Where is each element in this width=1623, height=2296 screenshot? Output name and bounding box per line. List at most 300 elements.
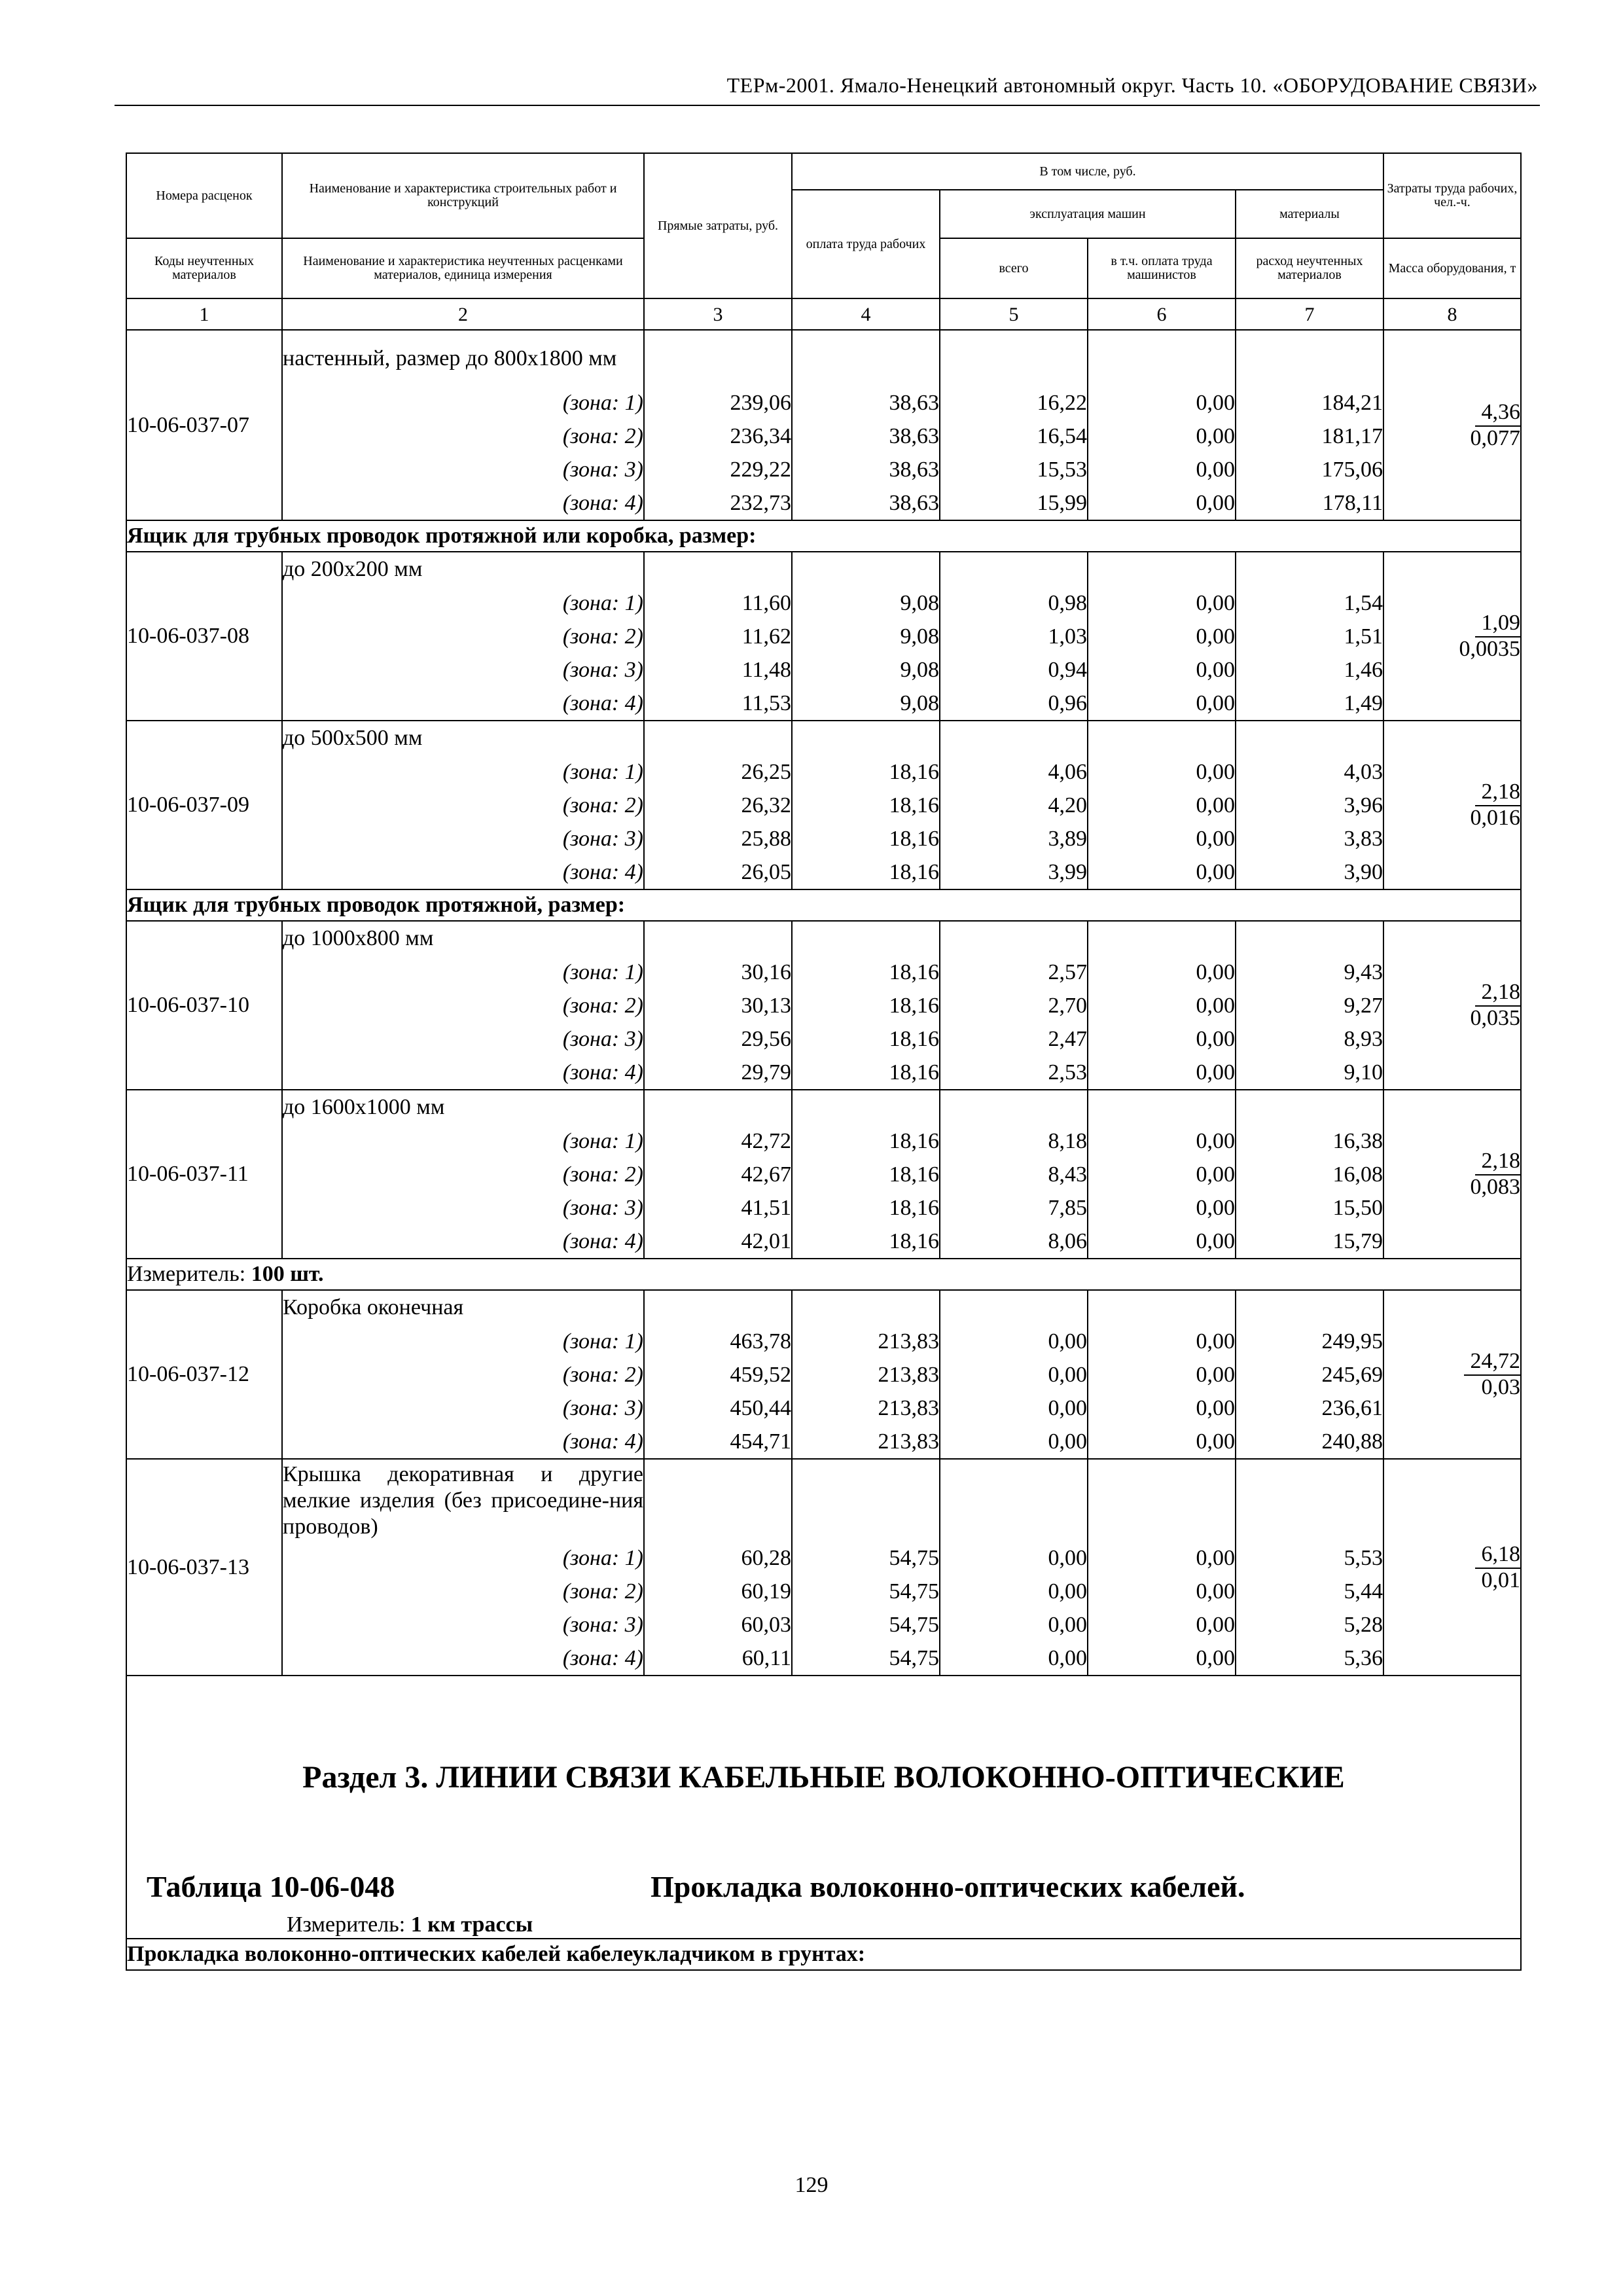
zone-value: 459,52	[644, 1358, 792, 1391]
empty-cell	[1088, 921, 1236, 956]
zone-value: 18,16	[792, 1056, 940, 1090]
zone-value: 0,00	[940, 1575, 1088, 1608]
table-header	[126, 153, 1521, 330]
empty-cell	[1236, 1090, 1383, 1124]
empty-cell	[792, 330, 940, 386]
col-header-codes: Номера расценок	[126, 153, 282, 238]
zone-value: 16,22	[940, 386, 1088, 420]
zone-row	[126, 1056, 1521, 1090]
zone-value: 213,83	[792, 1425, 940, 1459]
zone-value: 11,60	[644, 586, 792, 620]
zone-value: 0,00	[1088, 989, 1236, 1022]
table-label: Таблица 10-06-048	[147, 1870, 395, 1903]
zone-value: 2,57	[940, 956, 1088, 989]
zone-label: (зона: 1)	[282, 586, 644, 620]
empty-cell	[644, 1090, 792, 1124]
equipment-mass-value: 0,01	[1481, 1568, 1520, 1592]
measure-value: 100 шт.	[251, 1262, 324, 1286]
zone-value: 0,00	[1088, 956, 1236, 989]
zone-value: 7,85	[940, 1191, 1088, 1225]
col-header-group: В том числе, руб.	[792, 153, 1383, 190]
col-number: 7	[1236, 298, 1383, 330]
zone-label: (зона: 3)	[282, 1608, 644, 1641]
col-number: 6	[1088, 298, 1236, 330]
rate-code: 10-06-037-11	[126, 1090, 282, 1259]
zone-value: 9,27	[1236, 989, 1383, 1022]
zone-row	[126, 1022, 1521, 1056]
zone-value: 0,98	[940, 586, 1088, 620]
col-number: 1	[126, 298, 282, 330]
empty-cell	[940, 1090, 1088, 1124]
zone-value: 11,48	[644, 653, 792, 687]
zone-value: 9,08	[792, 653, 940, 687]
equipment-mass-value: 0,0035	[1459, 637, 1520, 661]
zone-value: 8,06	[940, 1225, 1088, 1259]
zone-row	[126, 822, 1521, 855]
zone-value: 60,28	[644, 1541, 792, 1575]
mass-cell	[1383, 1090, 1521, 1259]
zone-value: 2,53	[940, 1056, 1088, 1090]
zone-row	[126, 620, 1521, 653]
zone-label: (зона: 3)	[282, 453, 644, 486]
labor-cost-value: 1,09	[1475, 611, 1521, 637]
zone-value: 60,19	[644, 1575, 792, 1608]
zone-row	[126, 653, 1521, 687]
rate-row	[126, 1290, 1521, 1325]
zone-value: 0,00	[1088, 1541, 1236, 1575]
col-header-material-names: Наименование и характеристика неучтенных расценками материалов, единица измерения	[282, 238, 644, 298]
zone-value: 16,54	[940, 420, 1088, 453]
zone-value: 15,79	[1236, 1225, 1383, 1259]
zone-value: 213,83	[792, 1325, 940, 1358]
section-title: Раздел 3. ЛИНИИ СВЯЗИ КАБЕЛЬНЫЕ ВОЛОКОННО-ОПТИЧЕСКИЕ	[302, 1760, 1345, 1795]
zone-row	[126, 789, 1521, 822]
zone-row	[126, 989, 1521, 1022]
zone-row	[126, 1225, 1521, 1259]
mass-cell	[1383, 1459, 1521, 1676]
zone-value: 15,50	[1236, 1191, 1383, 1225]
zone-value: 29,79	[644, 1056, 792, 1090]
group-heading-row	[126, 520, 1521, 552]
zone-value: 54,75	[792, 1575, 940, 1608]
empty-cell	[940, 330, 1088, 386]
header-rule	[115, 105, 1540, 106]
zone-value: 38,63	[792, 420, 940, 453]
zone-value: 1,46	[1236, 653, 1383, 687]
zone-label: (зона: 4)	[282, 855, 644, 889]
zone-label: (зона: 1)	[282, 755, 644, 789]
labor-cost-value: 2,18	[1475, 1149, 1521, 1175]
equipment-mass-value: 0,016	[1470, 806, 1520, 830]
col-number: 2	[282, 298, 644, 330]
empty-cell	[1236, 721, 1383, 755]
zone-value: 0,00	[1088, 386, 1236, 420]
running-header: ТЕРм-2001. Ямало-Ненецкий автономный округ. Часть 10. «ОБОРУДОВАНИЕ СВЯЗИ»	[726, 73, 1538, 97]
empty-cell	[792, 1090, 940, 1124]
mass-cell	[1383, 330, 1521, 520]
zone-value: 1,03	[940, 620, 1088, 653]
group-heading: Ящик для трубных проводок протяжной или коробка, размер:	[126, 520, 1521, 552]
zone-value: 0,00	[940, 1358, 1088, 1391]
empty-cell	[1236, 1459, 1383, 1541]
zone-value: 0,00	[1088, 1391, 1236, 1425]
rate-row	[126, 552, 1521, 586]
zone-label: (зона: 3)	[282, 1022, 644, 1056]
col-header-materials: материалы	[1236, 190, 1383, 238]
empty-cell	[940, 921, 1088, 956]
zone-value: 18,16	[792, 855, 940, 889]
rate-code: 10-06-037-12	[126, 1290, 282, 1459]
zone-value: 9,43	[1236, 956, 1383, 989]
col-header-works: Наименование и характеристика строительных работ и конструкций	[282, 153, 644, 238]
labor-cost-value: 4,36	[1475, 401, 1521, 427]
empty-cell	[1088, 1090, 1236, 1124]
zone-value: 30,13	[644, 989, 792, 1022]
zone-value: 4,20	[940, 789, 1088, 822]
col-header-machines-total: всего	[940, 238, 1088, 298]
zone-label: (зона: 2)	[282, 620, 644, 653]
zone-value: 0,00	[1088, 789, 1236, 822]
zone-row	[126, 1358, 1521, 1391]
zone-value: 38,63	[792, 453, 940, 486]
empty-cell	[940, 552, 1088, 586]
empty-cell	[792, 1459, 940, 1541]
zone-label: (зона: 2)	[282, 1358, 644, 1391]
zone-value: 0,00	[1088, 1641, 1236, 1676]
group-heading-row	[126, 1939, 1521, 1970]
group-heading: Прокладка волоконно-оптических кабелей кабелеукладчиком в грунтах:	[126, 1939, 1521, 1970]
zone-value: 26,25	[644, 755, 792, 789]
zone-value: 25,88	[644, 822, 792, 855]
zone-value: 8,43	[940, 1158, 1088, 1191]
rate-code: 10-06-037-09	[126, 721, 282, 889]
zone-value: 41,51	[644, 1191, 792, 1225]
zone-value: 2,47	[940, 1022, 1088, 1056]
zone-value: 1,51	[1236, 620, 1383, 653]
empty-cell	[940, 1459, 1088, 1541]
zone-value: 26,32	[644, 789, 792, 822]
zone-value: 42,67	[644, 1158, 792, 1191]
mass-cell	[1383, 1290, 1521, 1459]
table-title: Прокладка волоконно-оптических кабелей.	[651, 1870, 1245, 1903]
section-block	[126, 1676, 1521, 1939]
col-header-direct-costs: Прямые затраты, руб.	[644, 153, 792, 298]
zone-value: 1,54	[1236, 586, 1383, 620]
rate-name: настенный, размер до 800х1800 мм	[282, 330, 644, 386]
section-measure-label: Измеритель:	[287, 1912, 411, 1937]
zone-value: 38,63	[792, 486, 940, 520]
zone-row	[126, 1391, 1521, 1425]
zone-value: 8,93	[1236, 1022, 1383, 1056]
zone-value: 18,16	[792, 1225, 940, 1259]
zone-value: 181,17	[1236, 420, 1383, 453]
col-number: 3	[644, 298, 792, 330]
zone-value: 450,44	[644, 1391, 792, 1425]
col-header-machinist-wages: в т.ч. оплата труда машинистов	[1088, 238, 1236, 298]
zone-label: (зона: 2)	[282, 989, 644, 1022]
group-heading-row	[126, 889, 1521, 921]
zone-label: (зона: 1)	[282, 1325, 644, 1358]
zone-label: (зона: 2)	[282, 789, 644, 822]
zone-label: (зона: 1)	[282, 386, 644, 420]
zone-value: 0,00	[1088, 453, 1236, 486]
zone-row	[126, 1191, 1521, 1225]
rate-code: 10-06-037-10	[126, 921, 282, 1090]
col-number: 4	[792, 298, 940, 330]
section-row	[126, 1676, 1521, 1939]
zone-value: 42,01	[644, 1225, 792, 1259]
zone-row	[126, 755, 1521, 789]
zone-value: 5,44	[1236, 1575, 1383, 1608]
zone-value: 4,06	[940, 755, 1088, 789]
col-header-labor: Затраты труда рабочих, чел.-ч.	[1383, 153, 1521, 238]
zone-label: (зона: 4)	[282, 1425, 644, 1459]
measure-row	[126, 1259, 1521, 1290]
zone-value: 18,16	[792, 1022, 940, 1056]
zone-value: 9,08	[792, 586, 940, 620]
zone-value: 42,72	[644, 1124, 792, 1158]
section-measure	[287, 1912, 533, 1938]
zone-label: (зона: 4)	[282, 486, 644, 520]
empty-cell	[792, 1290, 940, 1325]
empty-cell	[940, 1290, 1088, 1325]
zone-value: 4,03	[1236, 755, 1383, 789]
zone-value: 11,62	[644, 620, 792, 653]
zone-value: 60,03	[644, 1608, 792, 1641]
zone-value: 213,83	[792, 1391, 940, 1425]
col-header-material-codes: Коды неучтенных материалов	[126, 238, 282, 298]
zone-value: 0,00	[1088, 1022, 1236, 1056]
empty-cell	[644, 552, 792, 586]
rate-name: до 500х500 мм	[282, 721, 644, 755]
empty-cell	[1088, 1459, 1236, 1541]
rate-code: 10-06-037-07	[126, 330, 282, 520]
empty-cell	[644, 1459, 792, 1541]
zone-value: 0,00	[1088, 1158, 1236, 1191]
col-header-materials-consumption: расход неучтенных материалов	[1236, 238, 1383, 298]
zone-value: 0,00	[1088, 1325, 1236, 1358]
empty-cell	[644, 1290, 792, 1325]
zone-row	[126, 420, 1521, 453]
col-header-machines: эксплуатация машин	[940, 190, 1236, 238]
rate-row	[126, 1459, 1521, 1541]
zone-value: 18,16	[792, 1191, 940, 1225]
empty-cell	[1088, 552, 1236, 586]
zone-row	[126, 586, 1521, 620]
zone-label: (зона: 4)	[282, 1056, 644, 1090]
zone-value: 0,00	[1088, 1358, 1236, 1391]
zone-value: 245,69	[1236, 1358, 1383, 1391]
zone-row	[126, 453, 1521, 486]
zone-value: 15,99	[940, 486, 1088, 520]
empty-cell	[940, 721, 1088, 755]
zone-value: 5,53	[1236, 1541, 1383, 1575]
zone-value: 54,75	[792, 1541, 940, 1575]
zone-value: 30,16	[644, 956, 792, 989]
zone-value: 3,89	[940, 822, 1088, 855]
labor-cost-value: 24,72	[1464, 1350, 1521, 1376]
zone-value: 11,53	[644, 687, 792, 721]
zone-value: 0,00	[1088, 687, 1236, 721]
zone-value: 0,96	[940, 687, 1088, 721]
zone-value: 240,88	[1236, 1425, 1383, 1459]
zone-label: (зона: 2)	[282, 420, 644, 453]
equipment-mass-value: 0,077	[1470, 425, 1520, 450]
col-number: 5	[940, 298, 1088, 330]
zone-label: (зона: 4)	[282, 1225, 644, 1259]
rate-code: 10-06-037-13	[126, 1459, 282, 1676]
measure-label: Измеритель:	[127, 1262, 251, 1286]
zone-value: 18,16	[792, 1158, 940, 1191]
zone-value: 16,38	[1236, 1124, 1383, 1158]
rate-code: 10-06-037-08	[126, 552, 282, 721]
zone-value: 0,00	[940, 1608, 1088, 1641]
zone-value: 0,00	[940, 1391, 1088, 1425]
zone-label: (зона: 2)	[282, 1158, 644, 1191]
mass-cell	[1383, 921, 1521, 1090]
zone-value: 175,06	[1236, 453, 1383, 486]
zone-value: 18,16	[792, 989, 940, 1022]
zone-value: 0,00	[940, 1325, 1088, 1358]
zone-value: 0,00	[1088, 1124, 1236, 1158]
zone-value: 60,11	[644, 1641, 792, 1676]
empty-cell	[1236, 1290, 1383, 1325]
zone-value: 0,00	[1088, 586, 1236, 620]
zone-value: 0,00	[1088, 1191, 1236, 1225]
zone-value: 26,05	[644, 855, 792, 889]
zone-value: 3,83	[1236, 822, 1383, 855]
zone-value: 15,53	[940, 453, 1088, 486]
zone-row	[126, 1325, 1521, 1358]
empty-cell	[644, 330, 792, 386]
zone-value: 0,00	[940, 1425, 1088, 1459]
zone-value: 178,11	[1236, 486, 1383, 520]
zone-value: 0,00	[1088, 653, 1236, 687]
zone-row	[126, 956, 1521, 989]
zone-label: (зона: 3)	[282, 1391, 644, 1425]
equipment-mass-value: 0,083	[1470, 1175, 1520, 1199]
zone-value: 16,08	[1236, 1158, 1383, 1191]
zone-value: 184,21	[1236, 386, 1383, 420]
zone-row	[126, 1608, 1521, 1641]
zone-label: (зона: 2)	[282, 1575, 644, 1608]
zone-value: 0,00	[1088, 1575, 1236, 1608]
zone-value: 0,00	[1088, 822, 1236, 855]
zone-row	[126, 1575, 1521, 1608]
rate-row	[126, 721, 1521, 755]
rate-row	[126, 921, 1521, 956]
zone-value: 54,75	[792, 1641, 940, 1676]
zone-value: 0,94	[940, 653, 1088, 687]
zone-label: (зона: 3)	[282, 1191, 644, 1225]
rate-name: Коробка оконечная	[282, 1290, 644, 1325]
mass-cell	[1383, 721, 1521, 889]
zone-value: 1,49	[1236, 687, 1383, 721]
zone-value: 5,28	[1236, 1608, 1383, 1641]
labor-cost-value: 2,18	[1475, 980, 1521, 1007]
empty-cell	[792, 552, 940, 586]
labor-cost-value: 2,18	[1475, 780, 1521, 806]
zone-row	[126, 486, 1521, 520]
zone-value: 0,00	[940, 1641, 1088, 1676]
zone-value: 18,16	[792, 822, 940, 855]
mass-cell	[1383, 552, 1521, 721]
zone-value: 463,78	[644, 1325, 792, 1358]
page-number: 129	[794, 2173, 829, 2197]
zone-row	[126, 386, 1521, 420]
table-body	[126, 330, 1521, 1970]
zone-value: 0,00	[1088, 420, 1236, 453]
rate-name: до 1600х1000 мм	[282, 1090, 644, 1124]
zone-value: 213,83	[792, 1358, 940, 1391]
zone-value: 29,56	[644, 1022, 792, 1056]
empty-cell	[1236, 921, 1383, 956]
zone-value: 38,63	[792, 386, 940, 420]
zone-value: 236,61	[1236, 1391, 1383, 1425]
zone-value: 232,73	[644, 486, 792, 520]
zone-value: 0,00	[940, 1541, 1088, 1575]
labor-cost-value: 6,18	[1475, 1543, 1521, 1569]
zone-value: 18,16	[792, 1124, 940, 1158]
price-table	[126, 152, 1522, 1971]
zone-label: (зона: 3)	[282, 653, 644, 687]
rate-row	[126, 330, 1521, 386]
empty-cell	[1088, 721, 1236, 755]
zone-value: 229,22	[644, 453, 792, 486]
zone-label: (зона: 3)	[282, 822, 644, 855]
zone-value: 0,00	[1088, 755, 1236, 789]
empty-cell	[792, 921, 940, 956]
zone-row	[126, 1641, 1521, 1676]
empty-cell	[644, 721, 792, 755]
zone-value: 0,00	[1088, 620, 1236, 653]
zone-value: 0,00	[1088, 1056, 1236, 1090]
zone-value: 3,99	[940, 855, 1088, 889]
zone-row	[126, 1158, 1521, 1191]
empty-cell	[792, 721, 940, 755]
zone-value: 239,06	[644, 386, 792, 420]
equipment-mass-value: 0,035	[1470, 1006, 1520, 1030]
zone-row	[126, 1541, 1521, 1575]
zone-value: 18,16	[792, 789, 940, 822]
zone-value: 0,00	[1088, 486, 1236, 520]
empty-cell	[1088, 1290, 1236, 1325]
rate-row	[126, 1090, 1521, 1124]
zone-value: 9,08	[792, 687, 940, 721]
col-header-mass: Масса оборудования, т	[1383, 238, 1521, 298]
zone-row	[126, 1425, 1521, 1459]
empty-cell	[1236, 552, 1383, 586]
zone-value: 9,08	[792, 620, 940, 653]
zone-label: (зона: 1)	[282, 956, 644, 989]
section-measure-value: 1 км трассы	[410, 1912, 533, 1937]
zone-value: 54,75	[792, 1608, 940, 1641]
col-header-wages: оплата труда рабочих	[792, 190, 940, 298]
empty-cell	[644, 921, 792, 956]
zone-value: 236,34	[644, 420, 792, 453]
zone-value: 0,00	[1088, 1608, 1236, 1641]
equipment-mass-value: 0,03	[1481, 1375, 1520, 1399]
zone-label: (зона: 4)	[282, 687, 644, 721]
empty-cell	[1088, 330, 1236, 386]
zone-value: 0,00	[1088, 1225, 1236, 1259]
zone-label: (зона: 1)	[282, 1124, 644, 1158]
zone-value: 0,00	[1088, 1425, 1236, 1459]
col-number: 8	[1383, 298, 1521, 330]
measure-line	[126, 1259, 1521, 1290]
zone-row	[126, 855, 1521, 889]
empty-cell	[1236, 330, 1383, 386]
